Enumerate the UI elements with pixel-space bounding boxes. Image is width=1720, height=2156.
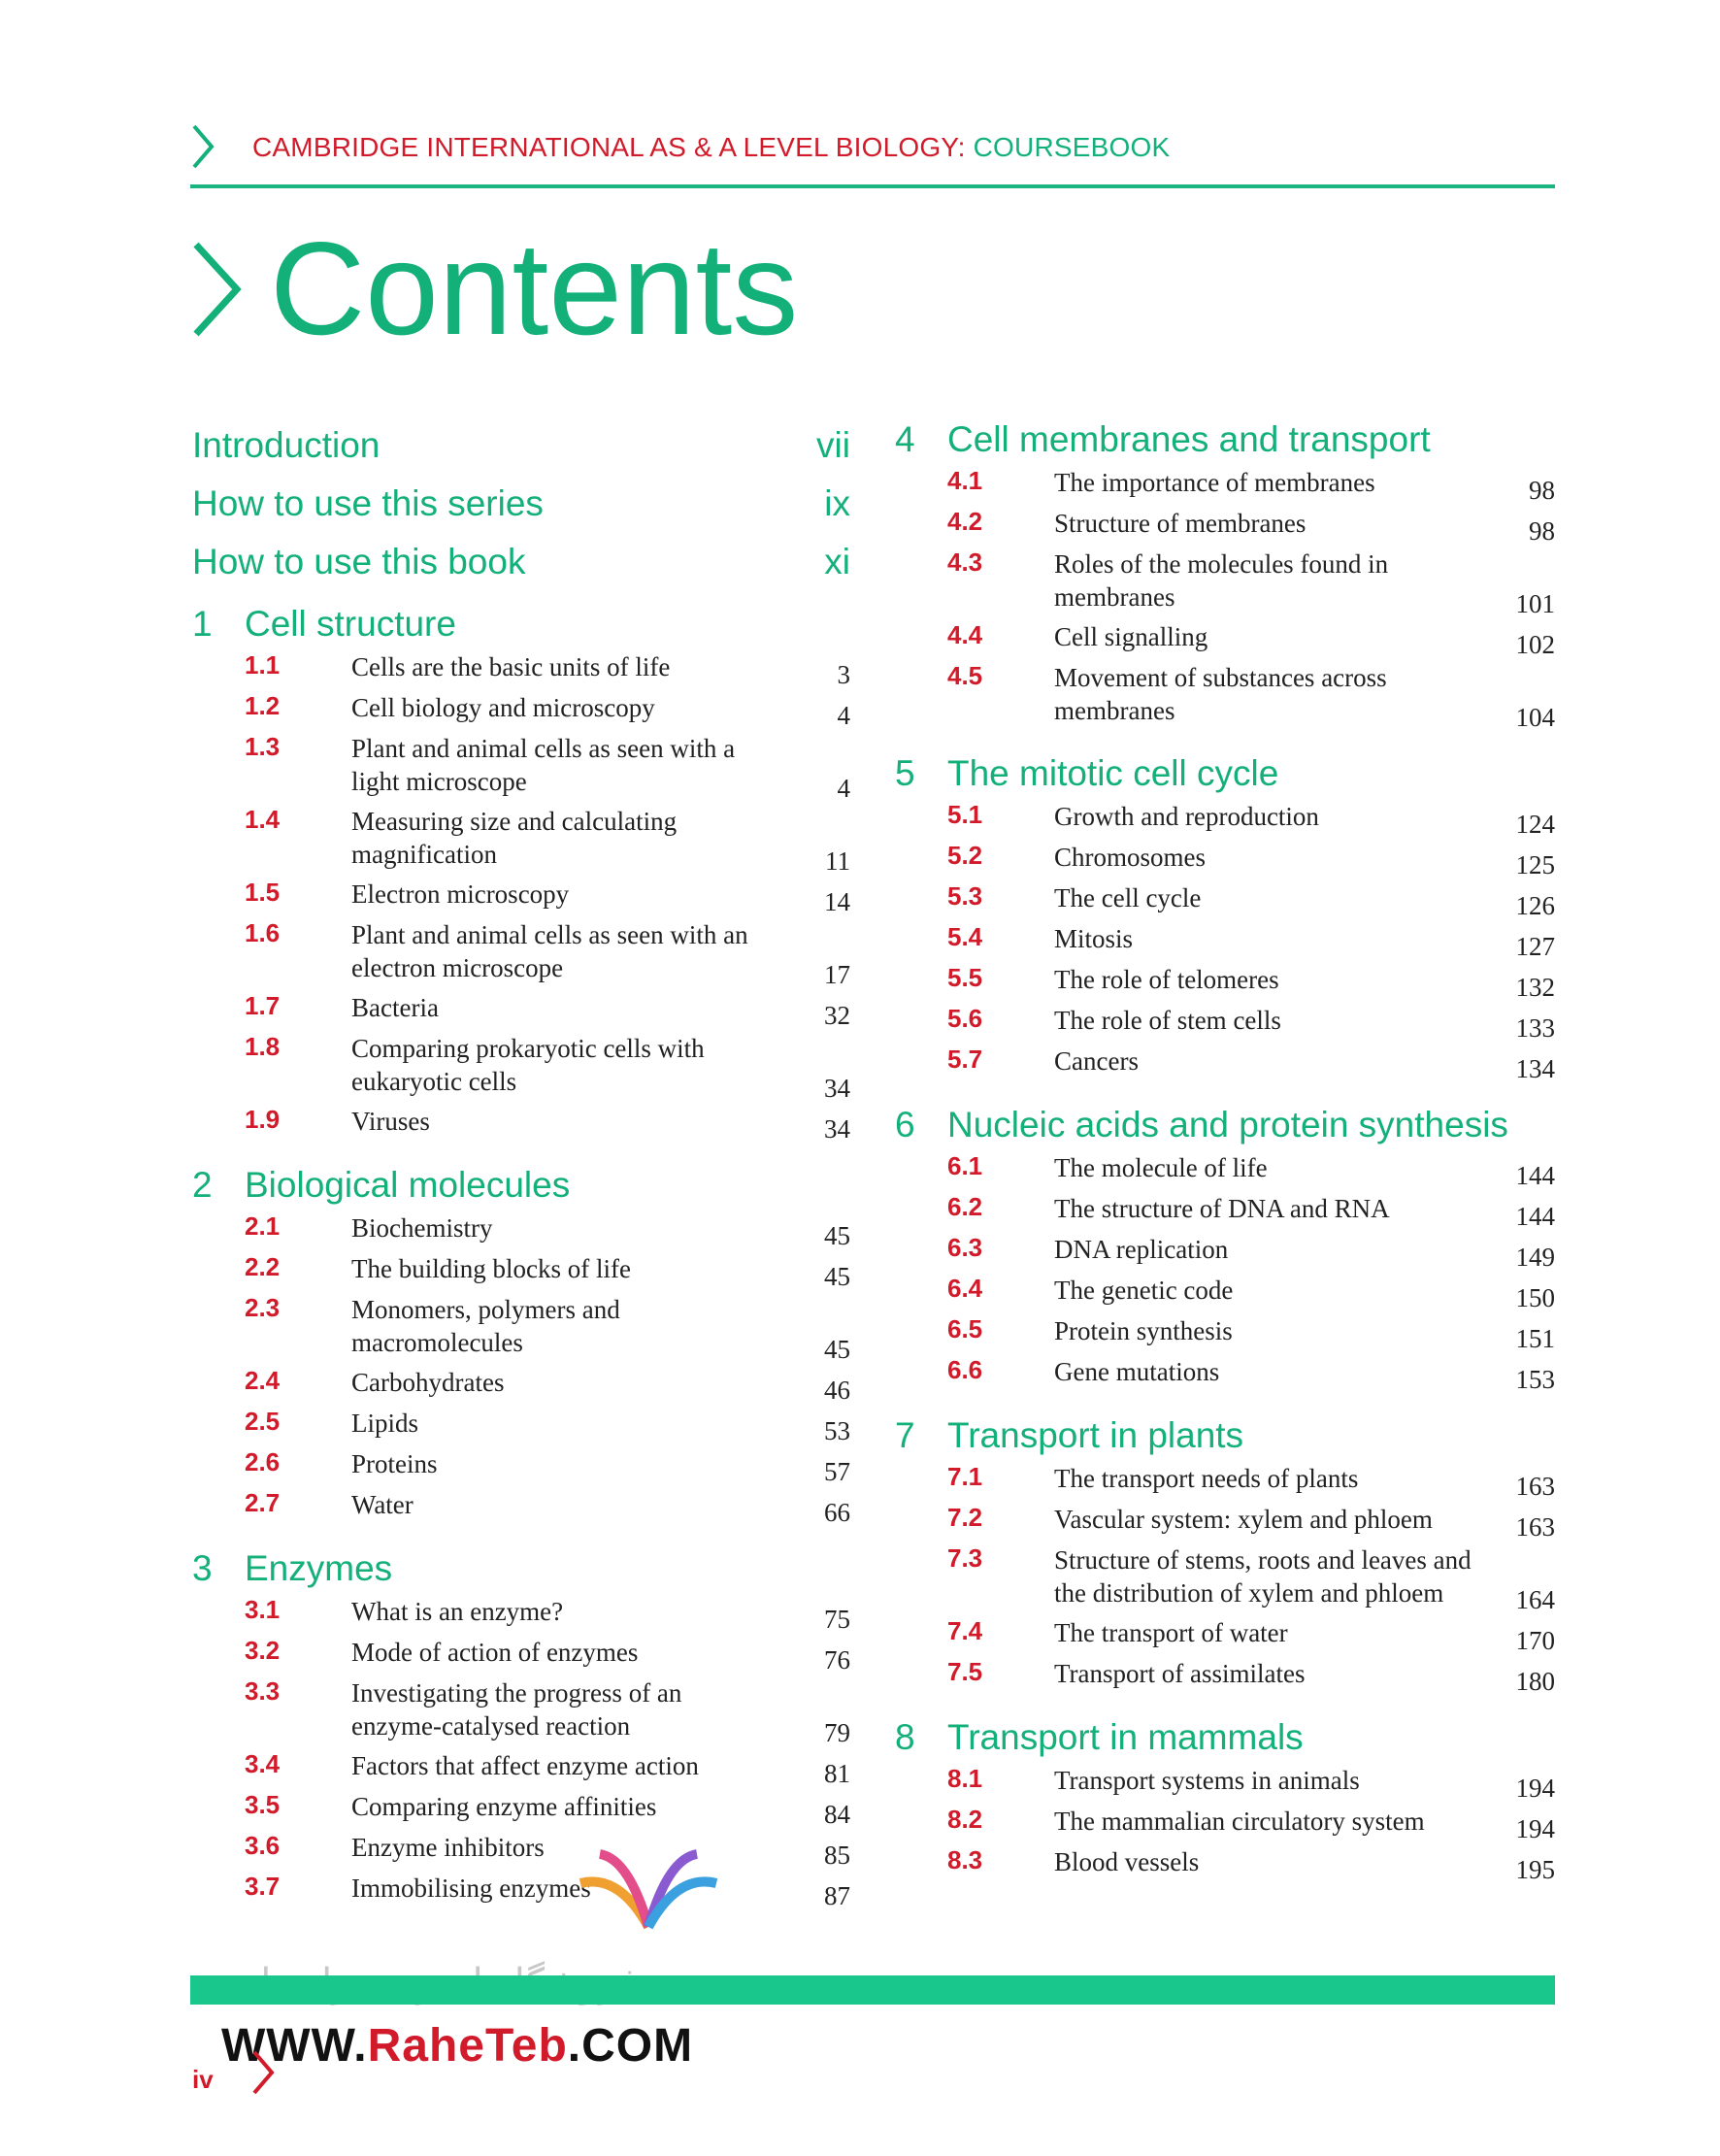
- section-page: 57: [824, 1457, 850, 1486]
- section-title: Growth and reproduction: [1054, 802, 1319, 831]
- section-title: Proteins: [351, 1449, 438, 1478]
- section-number: 1.8: [245, 1032, 281, 1061]
- section-page: 104: [1515, 703, 1555, 732]
- section-title: Bacteria: [351, 993, 439, 1022]
- section-title: Mode of action of enzymes: [351, 1638, 639, 1667]
- section-page: 84: [824, 1800, 850, 1829]
- section-title: Gene mutations: [1054, 1357, 1220, 1386]
- toc-entry[interactable]: [893, 1616, 1555, 1657]
- book-logo-icon: [561, 1835, 736, 1932]
- section-title: The importance of membranes: [1054, 468, 1375, 497]
- section-number: 5.1: [947, 800, 983, 829]
- section-page: 11: [825, 846, 850, 876]
- section-number: 5.2: [947, 841, 983, 870]
- chapter-section: [893, 753, 1555, 1085]
- section-page: 98: [1529, 476, 1555, 505]
- section-title: The structure of DNA and RNA: [1054, 1194, 1390, 1223]
- section-page: 102: [1515, 630, 1555, 659]
- section-number: 7.2: [947, 1503, 983, 1532]
- section-number: 3.1: [245, 1595, 281, 1624]
- section-title: The genetic code: [1054, 1276, 1234, 1305]
- toc-entry[interactable]: [893, 1764, 1555, 1805]
- section-title: Transport of assimilates: [1054, 1659, 1306, 1688]
- section-title: The mammalian circulatory system: [1054, 1807, 1425, 1836]
- section-page: 127: [1515, 932, 1555, 961]
- section-title: Vascular system: xylem and phloem: [1054, 1505, 1433, 1534]
- section-number: 1.9: [245, 1105, 281, 1134]
- toc-entry[interactable]: [893, 1805, 1555, 1845]
- section-page: 85: [824, 1841, 850, 1870]
- front-matter-item[interactable]: [190, 419, 850, 478]
- section-page: 17: [824, 960, 850, 989]
- section-number: 1.2: [245, 691, 281, 720]
- section-title: Mitosis: [1054, 924, 1134, 953]
- front-matter-item[interactable]: [190, 536, 850, 594]
- section-number: 7.1: [947, 1462, 983, 1491]
- section-page: 163: [1515, 1512, 1555, 1542]
- section-title: Biochemistry: [351, 1213, 493, 1243]
- chapter-number: 2: [192, 1165, 213, 1205]
- book-title-main: CAMBRIDGE INTERNATIONAL AS & A LEVEL BIOLOGY:: [252, 132, 966, 162]
- section-title: Movement of substances across membranes: [1054, 663, 1387, 725]
- section-page: 46: [824, 1376, 850, 1405]
- section-number: 4.2: [947, 507, 983, 536]
- toc-entry[interactable]: [893, 881, 1555, 922]
- section-number: 1.5: [245, 878, 281, 907]
- section-number: 3.6: [245, 1831, 281, 1860]
- toc-entry[interactable]: [893, 507, 1555, 547]
- section-number: 1.4: [245, 805, 281, 834]
- section-number: 3.5: [245, 1790, 281, 1819]
- toc-entry[interactable]: [190, 1488, 850, 1529]
- toc-entry[interactable]: [190, 805, 850, 878]
- section-page: 32: [824, 1001, 850, 1030]
- chapter-title: Transport in mammals: [947, 1717, 1304, 1757]
- front-matter-page: ix: [824, 483, 850, 523]
- chapter-section: [190, 604, 850, 1145]
- section-page: 153: [1515, 1365, 1555, 1394]
- toc-entry[interactable]: [190, 1447, 850, 1488]
- chapter-title: Nucleic acids and protein synthesis: [947, 1105, 1508, 1144]
- section-page: 76: [824, 1645, 850, 1675]
- section-number: 4.1: [947, 466, 983, 495]
- toc-entry[interactable]: [190, 1366, 850, 1407]
- section-title: Comparing prokaryotic cells with eukaryotic cells: [351, 1034, 705, 1096]
- section-page: 134: [1515, 1054, 1555, 1083]
- toc-entry[interactable]: [893, 1543, 1555, 1616]
- section-title: Blood vessels: [1054, 1847, 1200, 1876]
- toc-entry[interactable]: [190, 1032, 850, 1105]
- section-number: 5.5: [947, 963, 983, 992]
- page-number: iv: [192, 2065, 214, 2094]
- toc-entry[interactable]: [190, 1790, 850, 1831]
- toc-entry[interactable]: [190, 1211, 850, 1252]
- section-title: Structure of stems, roots and leaves and the distribution of xylem and phloem: [1054, 1545, 1472, 1608]
- section-page: 124: [1515, 810, 1555, 839]
- front-matter-page: xi: [824, 542, 850, 581]
- toc-entry[interactable]: [893, 963, 1555, 1004]
- site-brand: RaheTeb: [367, 2020, 568, 2072]
- toc-entry[interactable]: [190, 1252, 850, 1293]
- section-page: 34: [824, 1074, 850, 1103]
- toc-entry[interactable]: [893, 1192, 1555, 1233]
- section-title: Plant and animal cells as seen with an electron microscope: [351, 920, 748, 982]
- chevron-right-icon: [190, 241, 245, 338]
- chapter-section: [893, 1717, 1555, 1886]
- section-number: 6.1: [947, 1151, 983, 1180]
- chapter-title: Cell structure: [245, 604, 456, 644]
- chapter-heading[interactable]: [893, 1415, 1555, 1462]
- toc-right-column: [893, 419, 1555, 1886]
- section-title: The role of telomeres: [1054, 965, 1279, 994]
- chapter-title: Transport in plants: [947, 1415, 1244, 1455]
- section-page: 98: [1529, 516, 1555, 546]
- front-matter-page: vii: [816, 425, 850, 465]
- front-matter-list: [190, 419, 850, 594]
- footer-bar: [190, 1975, 1555, 2005]
- toc-entry[interactable]: [190, 1872, 850, 1912]
- section-number: 4.3: [947, 547, 983, 577]
- chapter-section: [190, 1548, 850, 1912]
- section-title: What is an enzyme?: [351, 1597, 564, 1626]
- section-number: 1.7: [245, 991, 281, 1020]
- chapter-number: 5: [895, 753, 915, 793]
- toc-entry[interactable]: [893, 547, 1555, 620]
- front-matter-title: How to use this series: [192, 483, 544, 523]
- section-title: Structure of membranes: [1054, 509, 1307, 538]
- section-title: The molecule of life: [1054, 1153, 1268, 1182]
- section-page: 81: [824, 1759, 850, 1788]
- section-page: 164: [1515, 1585, 1555, 1614]
- toc-entry[interactable]: [893, 800, 1555, 841]
- section-number: 6.3: [947, 1233, 983, 1262]
- chapter-section: [893, 1105, 1555, 1396]
- toc-entry[interactable]: [893, 1314, 1555, 1355]
- toc-entry[interactable]: [893, 1274, 1555, 1314]
- chapter-section: [893, 419, 1555, 734]
- chapter-number: 3: [192, 1548, 213, 1588]
- section-title: Lipids: [351, 1409, 419, 1438]
- section-page: 150: [1515, 1283, 1555, 1312]
- front-matter-title: Introduction: [192, 425, 380, 465]
- toc-entry[interactable]: [190, 918, 850, 991]
- section-title: The cell cycle: [1054, 883, 1202, 912]
- section-page: 194: [1515, 1814, 1555, 1843]
- section-number: 3.7: [245, 1872, 281, 1901]
- toc-entry[interactable]: [190, 1831, 850, 1872]
- section-page: 34: [824, 1114, 850, 1144]
- section-page: 66: [824, 1498, 850, 1527]
- section-title: Enzyme inhibitors: [351, 1833, 545, 1862]
- section-number: 1.3: [245, 732, 281, 761]
- chapter-section: [190, 1165, 850, 1529]
- section-title: DNA replication: [1054, 1235, 1229, 1264]
- section-page: 53: [824, 1416, 850, 1445]
- section-number: 5.3: [947, 881, 983, 911]
- section-page: 79: [824, 1718, 850, 1747]
- section-number: 3.3: [245, 1676, 281, 1706]
- chapter-heading[interactable]: [893, 1717, 1555, 1764]
- section-number: 3.2: [245, 1636, 281, 1665]
- section-title: Water: [351, 1490, 413, 1519]
- toc-entry[interactable]: [190, 1105, 850, 1145]
- chapter-section: [893, 1415, 1555, 1698]
- chapter-number: 8: [895, 1717, 915, 1757]
- section-number: 7.3: [947, 1543, 983, 1573]
- section-page: 133: [1515, 1013, 1555, 1043]
- section-page: 87: [824, 1881, 850, 1910]
- section-title: Electron microscopy: [351, 879, 570, 909]
- section-page: 170: [1515, 1626, 1555, 1655]
- chapter-list: [190, 604, 850, 1912]
- toc-entry[interactable]: [893, 841, 1555, 881]
- section-page: 45: [824, 1262, 850, 1291]
- section-number: 1.6: [245, 918, 281, 947]
- chapter-list: [893, 419, 1555, 1886]
- section-page: 101: [1515, 589, 1555, 618]
- section-number: 4.5: [947, 661, 983, 690]
- chapter-heading[interactable]: [893, 753, 1555, 800]
- section-number: 2.7: [245, 1488, 281, 1517]
- section-title: Cells are the basic units of life: [351, 652, 671, 681]
- section-title: Cell biology and microscopy: [351, 693, 655, 722]
- chapter-title: Enzymes: [245, 1548, 393, 1588]
- section-page: 14: [824, 887, 850, 916]
- section-title: Comparing enzyme affinities: [351, 1792, 657, 1821]
- section-title: The transport needs of plants: [1054, 1464, 1359, 1493]
- chapter-heading[interactable]: [893, 1105, 1555, 1151]
- section-number: 8.3: [947, 1845, 983, 1874]
- section-title: The transport of water: [1054, 1618, 1288, 1647]
- toc-entry[interactable]: [190, 1636, 850, 1676]
- chapter-heading[interactable]: [190, 1548, 850, 1595]
- section-page: 126: [1515, 891, 1555, 920]
- section-page: 132: [1515, 973, 1555, 1002]
- section-page: 163: [1515, 1472, 1555, 1501]
- toc-entry[interactable]: [893, 466, 1555, 507]
- chevron-right-icon: [250, 2050, 276, 2095]
- toc-entry[interactable]: [893, 1355, 1555, 1396]
- section-number: 2.6: [245, 1447, 281, 1476]
- section-page: 194: [1515, 1774, 1555, 1803]
- section-title: Plant and animal cells as seen with a light microscope: [351, 734, 736, 796]
- section-page: 3: [837, 660, 850, 689]
- toc-entry[interactable]: [190, 1407, 850, 1447]
- section-title: Immobilising enzymes: [351, 1874, 591, 1903]
- toc-entry[interactable]: [190, 1749, 850, 1790]
- toc-entry[interactable]: [190, 878, 850, 918]
- book-title-sub: COURSEBOOK: [973, 132, 1171, 162]
- section-title: The building blocks of life: [351, 1254, 631, 1283]
- chapter-number: 6: [895, 1105, 915, 1144]
- chapter-title: The mitotic cell cycle: [947, 753, 1279, 793]
- toc-entry[interactable]: [893, 922, 1555, 963]
- section-page: 4: [837, 701, 850, 730]
- toc-entry[interactable]: [190, 650, 850, 691]
- section-title: The role of stem cells: [1054, 1006, 1281, 1035]
- section-title: Cancers: [1054, 1046, 1139, 1076]
- section-number: 6.6: [947, 1355, 983, 1384]
- section-page: 151: [1515, 1324, 1555, 1353]
- section-page: 45: [824, 1221, 850, 1250]
- running-header: [190, 124, 1555, 188]
- section-title: Viruses: [351, 1107, 430, 1136]
- section-page: 144: [1515, 1202, 1555, 1231]
- section-title: Measuring size and calculating magnification: [351, 807, 678, 869]
- section-page: 75: [824, 1605, 850, 1634]
- toc-entry[interactable]: [893, 1845, 1555, 1886]
- toc-entry[interactable]: [893, 1004, 1555, 1045]
- chapter-number: 4: [895, 419, 915, 459]
- chapter-number: 7: [895, 1415, 915, 1455]
- section-number: 2.1: [245, 1211, 281, 1241]
- toc-entry[interactable]: [190, 691, 850, 732]
- chevron-right-icon: [190, 124, 215, 169]
- chapter-heading[interactable]: [190, 1165, 850, 1211]
- section-page: 144: [1515, 1161, 1555, 1190]
- site-prefix: WWW.: [221, 2020, 368, 2072]
- section-number: 7.4: [947, 1616, 983, 1645]
- section-title: Carbohydrates: [351, 1368, 505, 1397]
- section-number: 4.4: [947, 620, 983, 649]
- toc-entry[interactable]: [893, 1462, 1555, 1503]
- chapter-title: Biological molecules: [245, 1165, 571, 1205]
- section-number: 5.4: [947, 922, 983, 951]
- section-number: 6.4: [947, 1274, 983, 1303]
- section-title: Transport systems in animals: [1054, 1766, 1360, 1795]
- book-title: [252, 132, 1170, 163]
- section-number: 2.3: [245, 1293, 281, 1322]
- site-suffix: .COM: [567, 2020, 694, 2072]
- toc-entry[interactable]: [893, 661, 1555, 734]
- section-number: 2.5: [245, 1407, 281, 1436]
- section-page: 195: [1515, 1855, 1555, 1884]
- section-page: 45: [824, 1335, 850, 1364]
- section-number: 2.4: [245, 1366, 281, 1395]
- chapter-heading[interactable]: [893, 419, 1555, 466]
- section-title: Chromosomes: [1054, 843, 1207, 872]
- section-page: 180: [1515, 1667, 1555, 1696]
- toc-entry[interactable]: [190, 732, 850, 805]
- section-number: 6.2: [947, 1192, 983, 1221]
- toc-entry[interactable]: [190, 1595, 850, 1636]
- section-page: 4: [837, 774, 850, 803]
- front-matter-item[interactable]: [190, 478, 850, 536]
- watermark-site: [221, 2019, 693, 2073]
- section-page: 149: [1515, 1243, 1555, 1272]
- toc-entry[interactable]: [190, 1676, 850, 1749]
- section-number: 3.4: [245, 1749, 281, 1778]
- toc-entry[interactable]: [893, 1657, 1555, 1698]
- chapter-heading[interactable]: [190, 604, 850, 650]
- toc-entry[interactable]: [893, 1503, 1555, 1543]
- section-title: Roles of the molecules found in membranes: [1054, 549, 1389, 612]
- section-number: 5.6: [947, 1004, 983, 1033]
- toc-entry[interactable]: [190, 1293, 850, 1366]
- chapter-number: 1: [192, 604, 213, 644]
- toc-entry[interactable]: [893, 1045, 1555, 1085]
- section-title: Monomers, polymers and macromolecules: [351, 1295, 620, 1357]
- chapter-title: Cell membranes and transport: [947, 419, 1431, 459]
- toc-entry[interactable]: [893, 620, 1555, 661]
- page-title: Contents: [270, 215, 799, 362]
- section-title: Protein synthesis: [1054, 1316, 1233, 1345]
- section-number: 2.2: [245, 1252, 281, 1281]
- section-title: Investigating the progress of an enzyme-catalysed reaction: [351, 1678, 682, 1741]
- section-number: 8.2: [947, 1805, 983, 1834]
- section-number: 8.1: [947, 1764, 983, 1793]
- section-number: 1.1: [245, 650, 281, 680]
- section-title: Cell signalling: [1054, 622, 1208, 651]
- toc-entry[interactable]: [190, 991, 850, 1032]
- toc-entry[interactable]: [893, 1151, 1555, 1192]
- section-number: 6.5: [947, 1314, 983, 1343]
- section-number: 5.7: [947, 1045, 983, 1074]
- front-matter-title: How to use this book: [192, 542, 526, 581]
- toc-left-column: [190, 419, 850, 1912]
- section-number: 7.5: [947, 1657, 983, 1686]
- toc-entry[interactable]: [893, 1233, 1555, 1274]
- section-title: Factors that affect enzyme action: [351, 1751, 699, 1780]
- section-page: 125: [1515, 850, 1555, 879]
